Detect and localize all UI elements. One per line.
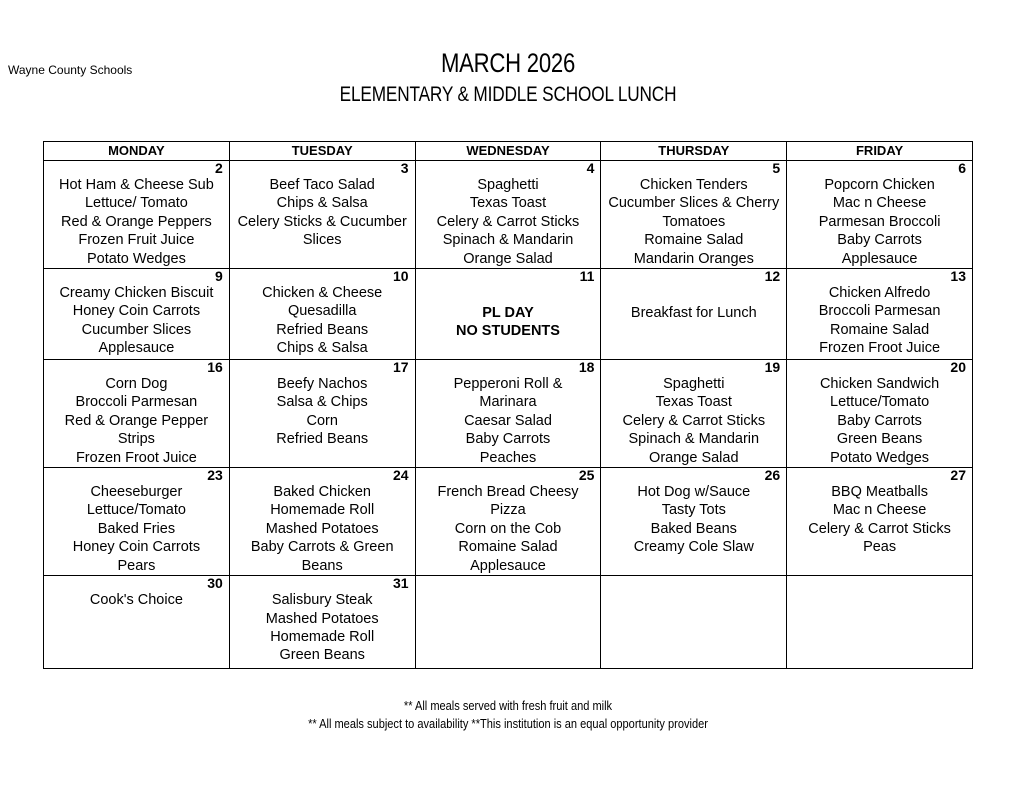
menu-item: Baked Chicken xyxy=(273,484,371,501)
menu-item: Caesar Salad xyxy=(464,412,552,429)
day-cell xyxy=(44,269,230,360)
menu-items xyxy=(601,483,786,557)
day-cell xyxy=(415,269,601,360)
day-number: 6 xyxy=(958,160,966,176)
day-number: 11 xyxy=(579,268,595,285)
menu-item: Chicken Sandwich xyxy=(819,376,940,393)
menu-item: Lettuce/ Tomato xyxy=(84,195,188,212)
menu-item: Corn Dog xyxy=(105,376,168,393)
menu-item: Popcorn Chicken xyxy=(824,177,935,193)
menu-item: Frozen Fruit Juice xyxy=(78,232,195,249)
menu-item: Cook's Choice xyxy=(89,592,183,609)
menu-item: Mandarin Oranges xyxy=(633,250,754,267)
menu-item: Peas xyxy=(863,539,897,556)
day-cell xyxy=(787,161,973,269)
day-cell xyxy=(787,468,973,576)
empty-day-cell xyxy=(415,576,601,669)
week-row xyxy=(44,269,973,360)
day-cell xyxy=(415,360,601,468)
weekday-header-tuesday: TUESDAY xyxy=(229,142,415,161)
menu-item: Orange Salad xyxy=(463,250,553,267)
menu-item: Romaine Salad xyxy=(458,539,558,556)
week-row xyxy=(44,576,973,669)
menu-item: Celery Sticks & Cucumber xyxy=(237,213,407,230)
day-cell xyxy=(229,269,415,360)
menu-item: Tomatoes xyxy=(662,213,726,230)
menu-items xyxy=(44,483,229,575)
menu-item: Corn on the Cob xyxy=(454,520,562,537)
menu-item: Green Beans xyxy=(836,431,923,448)
district-name: Wayne County Schools xyxy=(8,63,133,77)
menu-item: Pizza xyxy=(490,502,526,519)
menu-item: Frozen Froot Juice xyxy=(819,340,941,357)
menu-item: Spinach & Mandarin xyxy=(442,232,574,249)
menu-items xyxy=(416,176,601,268)
menu-item: Chips & Salsa xyxy=(276,340,368,357)
menu-items xyxy=(787,483,972,557)
menu-item: Refried Beans xyxy=(276,431,369,448)
menu-item: Strips xyxy=(117,431,155,448)
menu-items xyxy=(230,176,415,250)
menu-item: Beef Taco Salad xyxy=(269,177,375,193)
day-cell xyxy=(415,161,601,269)
menu-item: Mashed Potatoes xyxy=(265,520,379,537)
day-number: 24 xyxy=(393,467,409,484)
menu-item: Beans xyxy=(301,557,343,574)
menu-item: Texas Toast xyxy=(469,195,547,212)
day-cell xyxy=(44,576,230,669)
day-cell xyxy=(44,360,230,468)
menu-item: Creamy Cole Slaw xyxy=(633,539,754,556)
day-number: 19 xyxy=(764,359,781,376)
page-subtitle: ELEMENTARY & MIDDLE SCHOOL LUNCH xyxy=(339,83,677,106)
menu-item: Spaghetti xyxy=(477,177,539,193)
calendar-body xyxy=(44,161,973,669)
day-number: 17 xyxy=(393,359,409,376)
day-number: 18 xyxy=(578,359,595,376)
menu-item: Spaghetti xyxy=(663,376,725,393)
menu-items xyxy=(787,375,972,467)
menu-item: Corn xyxy=(306,412,338,429)
weekday-header-monday: MONDAY xyxy=(44,142,230,161)
day-cell xyxy=(787,269,973,360)
menu-item: Applesauce xyxy=(841,250,918,267)
menu-item: Peaches xyxy=(479,449,537,466)
menu-item: Hot Ham & Cheese Sub xyxy=(59,177,214,193)
menu-item: Red & Orange Pepper xyxy=(64,412,209,429)
menu-item: Chicken Tenders xyxy=(639,177,748,193)
menu-item: Slices xyxy=(302,232,342,249)
menu-items xyxy=(44,176,229,268)
menu-item: Texas Toast xyxy=(655,394,732,411)
day-number: 23 xyxy=(207,467,223,484)
menu-items xyxy=(787,176,972,268)
day-number: 30 xyxy=(207,575,223,592)
page-title: MARCH 2026 xyxy=(440,48,576,78)
menu-item: Spinach & Mandarin xyxy=(628,431,760,448)
day-number: 12 xyxy=(764,268,781,285)
weekday-header-thursday: THURSDAY xyxy=(601,142,787,161)
menu-items xyxy=(787,284,972,358)
week-row xyxy=(44,468,973,576)
day-number: 27 xyxy=(950,467,966,484)
day-cell xyxy=(229,576,415,669)
menu-item: Honey Coin Carrots xyxy=(72,539,201,556)
empty-day-cell xyxy=(601,576,787,669)
menu-item: Mashed Potatoes xyxy=(265,610,379,627)
menu-item: Pepperoni Roll & xyxy=(453,376,563,393)
menu-item: Red & Orange Peppers xyxy=(61,213,212,230)
menu-item: Salsa & Chips xyxy=(276,394,368,411)
menu-items xyxy=(601,176,786,268)
day-note: Breakfast for Lunch xyxy=(630,305,757,322)
day-cell xyxy=(44,468,230,576)
menu-item: Hot Dog w/Sauce xyxy=(637,484,751,501)
menu-item: Beefy Nachos xyxy=(277,376,368,393)
menu-item: Romaine Salad xyxy=(830,321,930,338)
menu-item: Broccoli Parmesan xyxy=(818,303,941,320)
menu-item: Celery & Carrot Sticks xyxy=(622,412,766,429)
special-day-notice xyxy=(416,284,601,341)
menu-item: BBQ Meatballs xyxy=(831,484,928,501)
menu-item: French Bread Cheesy xyxy=(437,484,579,501)
day-number: 4 xyxy=(586,160,595,176)
menu-item: Pears xyxy=(117,557,156,574)
menu-item: Green Beans xyxy=(279,647,365,664)
menu-item: Potato Wedges xyxy=(86,250,186,267)
menu-item: Quesadilla xyxy=(287,303,357,320)
day-number: 13 xyxy=(950,268,966,285)
week-row xyxy=(44,161,973,269)
menu-item: Baby Carrots & Green xyxy=(250,539,394,556)
day-number: 25 xyxy=(578,467,595,484)
menu-items xyxy=(416,375,601,467)
day-cell xyxy=(229,468,415,576)
day-cell xyxy=(44,161,230,269)
menu-item: Baked Fries xyxy=(97,520,176,537)
menu-item: Refried Beans xyxy=(276,321,369,338)
menu-item: Chips & Salsa xyxy=(276,195,368,212)
menu-item: Salisbury Steak xyxy=(271,592,373,609)
footnote-meals-served: ** All meals served with fresh fruit and milk xyxy=(403,698,613,713)
day-number: 2 xyxy=(215,160,223,176)
menu-item: Baked Beans xyxy=(650,520,737,537)
menu-item: Romaine Salad xyxy=(644,232,744,249)
menu-item: Mac n Cheese xyxy=(832,195,927,212)
menu-item: Baby Carrots xyxy=(837,412,922,429)
menu-item: Applesauce xyxy=(98,340,175,357)
menu-item: Cucumber Slices xyxy=(81,321,192,338)
week-row xyxy=(44,360,973,468)
menu-item: Homemade Roll xyxy=(270,628,375,645)
day-cell xyxy=(601,161,787,269)
day-number: 20 xyxy=(950,359,966,376)
menu-items xyxy=(44,284,229,358)
weekday-header-row xyxy=(44,142,973,161)
day-number: 3 xyxy=(400,160,409,176)
menu-items xyxy=(230,483,415,575)
day-cell xyxy=(787,360,973,468)
menu-item: Lettuce/Tomato xyxy=(830,394,930,411)
day-number: 9 xyxy=(215,268,223,285)
menu-item: Broccoli Parmesan xyxy=(75,394,198,411)
menu-item: Baby Carrots xyxy=(837,232,922,249)
menu-item: Chicken & Cheese xyxy=(262,285,383,302)
menu-item: Orange Salad xyxy=(649,449,739,466)
weekday-header-wednesday: WEDNESDAY xyxy=(415,142,601,161)
menu-items xyxy=(44,591,229,609)
day-number: 5 xyxy=(772,160,781,176)
menu-item: Celery & Carrot Sticks xyxy=(436,213,580,230)
day-cell xyxy=(229,360,415,468)
menu-items xyxy=(230,591,415,665)
lunch-calendar xyxy=(43,141,973,669)
menu-items xyxy=(601,375,786,467)
footnotes xyxy=(76,697,940,733)
day-number: 31 xyxy=(393,575,409,592)
day-cell xyxy=(229,161,415,269)
menu-item: Marinara xyxy=(479,394,537,411)
menu-item: Tasty Tots xyxy=(661,502,726,519)
footnote-availability: ** All meals subject to availability **This institution is an equal opportunity provider xyxy=(308,716,708,731)
menu-item: Homemade Roll xyxy=(270,502,375,519)
menu-items xyxy=(44,375,229,467)
menu-items xyxy=(230,284,415,358)
menu-item: Cheeseburger xyxy=(90,484,183,501)
day-number: 16 xyxy=(207,359,223,376)
empty-day-cell xyxy=(787,576,973,669)
menu-item: Baby Carrots xyxy=(465,431,551,448)
menu-items xyxy=(416,483,601,575)
menu-item: Cucumber Slices & Cherry xyxy=(608,195,780,212)
menu-item: Mac n Cheese xyxy=(832,502,927,519)
day-number: 10 xyxy=(393,268,409,285)
menu-item: Frozen Froot Juice xyxy=(75,449,197,466)
menu-item: Lettuce/Tomato xyxy=(86,502,186,519)
menu-items xyxy=(230,375,415,449)
day-cell xyxy=(601,360,787,468)
weekday-header-friday: FRIDAY xyxy=(787,142,973,161)
menu-item: Applesauce xyxy=(470,557,546,574)
day-number: 26 xyxy=(764,467,781,484)
special-day-line: PL DAY xyxy=(482,305,534,322)
day-cell xyxy=(415,468,601,576)
menu-item: Honey Coin Carrots xyxy=(72,303,201,320)
menu-item: Parmesan Broccoli xyxy=(818,213,941,230)
day-cell xyxy=(601,269,787,360)
menu-item: Potato Wedges xyxy=(830,449,930,466)
day-cell xyxy=(601,468,787,576)
special-day-line: NO STUDENTS xyxy=(456,323,560,340)
menu-item: Celery & Carrot Sticks xyxy=(808,520,951,537)
menu-item: Creamy Chicken Biscuit xyxy=(59,285,214,302)
menu-item: Chicken Alfredo xyxy=(828,285,931,302)
